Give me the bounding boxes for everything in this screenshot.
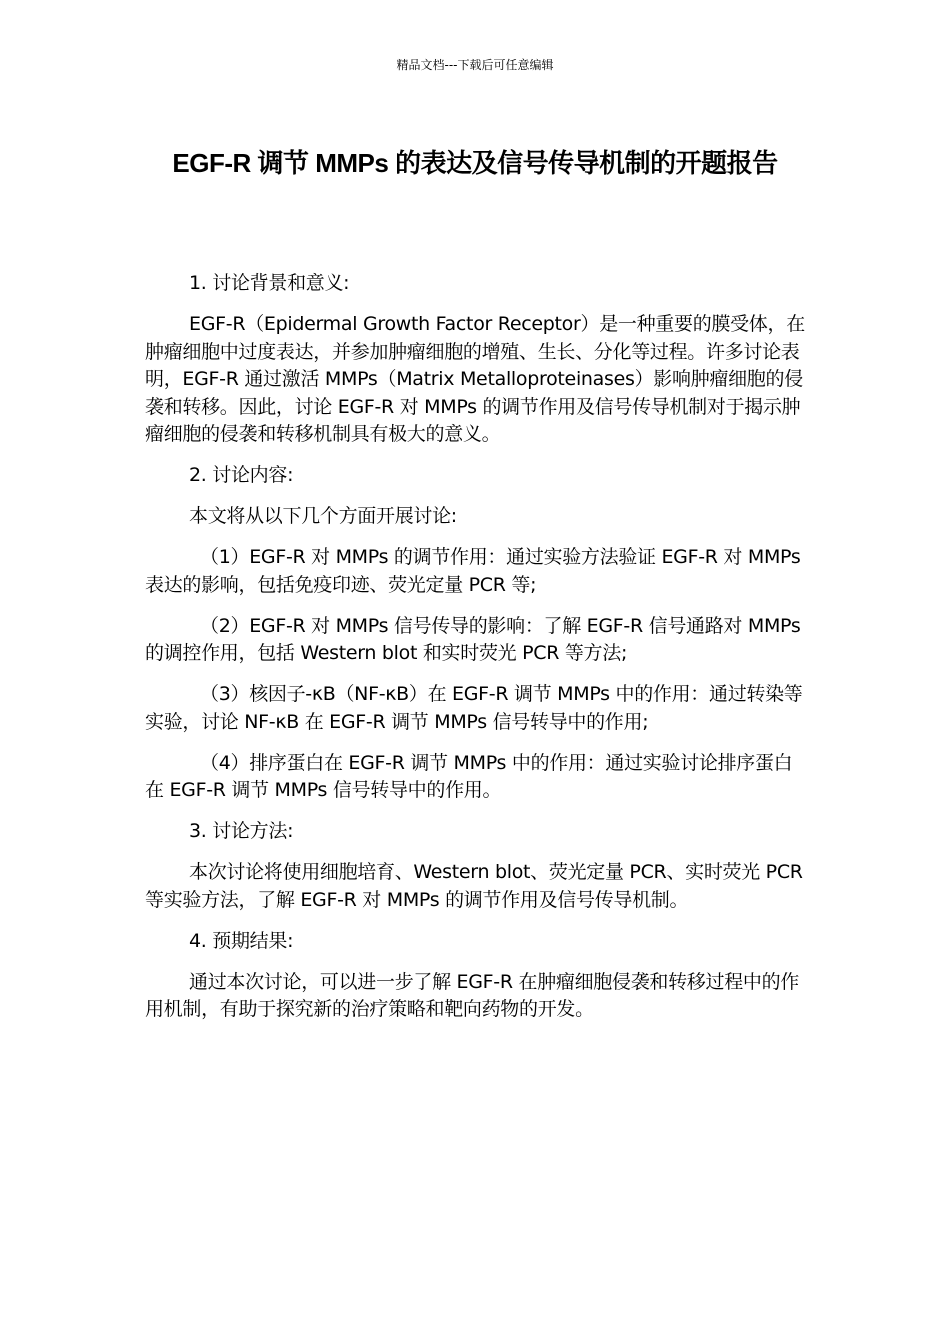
paragraph-background: EGF-R（Epidermal Growth Factor Receptor）是一种重要的膜受体，在肿瘤细胞中过度表达，并参加肿瘤细胞的增殖、生长、分化等过程。许多讨论表明，EGF-R 通过激活 MMPs（Matrix Metalloproteinases）影响肿瘤细胞的侵袭和转移。因此，讨论 EGF-R 对 MMPs 的调节作用及信号传导机制对于揭示肿瘤细胞的侵袭和转移机制具有极大的意义。 [145, 313, 805, 445]
list-item-1: （1）EGF-R 对 MMPs 的调节作用：通过实验方法验证 EGF-R 对 MMPs 表达的影响，包括免疫印迹、荧光定量 PCR 等; [145, 546, 801, 596]
section-heading-content: 2. 讨论内容: [189, 464, 294, 486]
page-header: 精品文档---下载后可任意编辑 [396, 58, 554, 72]
paragraph-results: 通过本次讨论，可以进一步了解 EGF-R 在肿瘤细胞侵袭和转移过程中的作用机制，有助于探究新的治疗策略和靶向药物的开发。 [145, 970, 799, 1020]
list-item-3: （3）核因子-κB（NF-κB）在 EGF-R 调节 MMPs 中的作用：通过转染等实验，讨论 NF-κB 在 EGF-R 调节 MMPs 信号转导中的作用; [145, 683, 803, 733]
paragraph-methods: 本次讨论将使用细胞培育、Western blot、荧光定量 PCR、实时荧光 PCR 等实验方法，了解 EGF-R 对 MMPs 的调节作用及信号传导机制。 [145, 861, 803, 911]
list-item-2: （2）EGF-R 对 MMPs 信号传导的影响：了解 EGF-R 信号通路对 MMPs 的调控作用，包括 Western blot 和实时荧光 PCR 等方法; [145, 614, 801, 664]
section-heading-background: 1. 讨论背景和意义: [189, 272, 350, 294]
document-title: EGF-R 调节 MMPs 的表达及信号传导机制的开题报告 [172, 148, 778, 178]
paragraph-content-intro: 本文将从以下几个方面开展讨论: [189, 505, 457, 527]
section-heading-results: 4. 预期结果: [189, 929, 294, 952]
list-item-4: （4）排序蛋白在 EGF-R 调节 MMPs 中的作用：通过实验讨论排序蛋白在 EGF-R 调节 MMPs 信号转导中的作用。 [145, 751, 793, 801]
section-heading-methods: 3. 讨论方法: [189, 820, 294, 842]
document-body [145, 270, 805, 1037]
